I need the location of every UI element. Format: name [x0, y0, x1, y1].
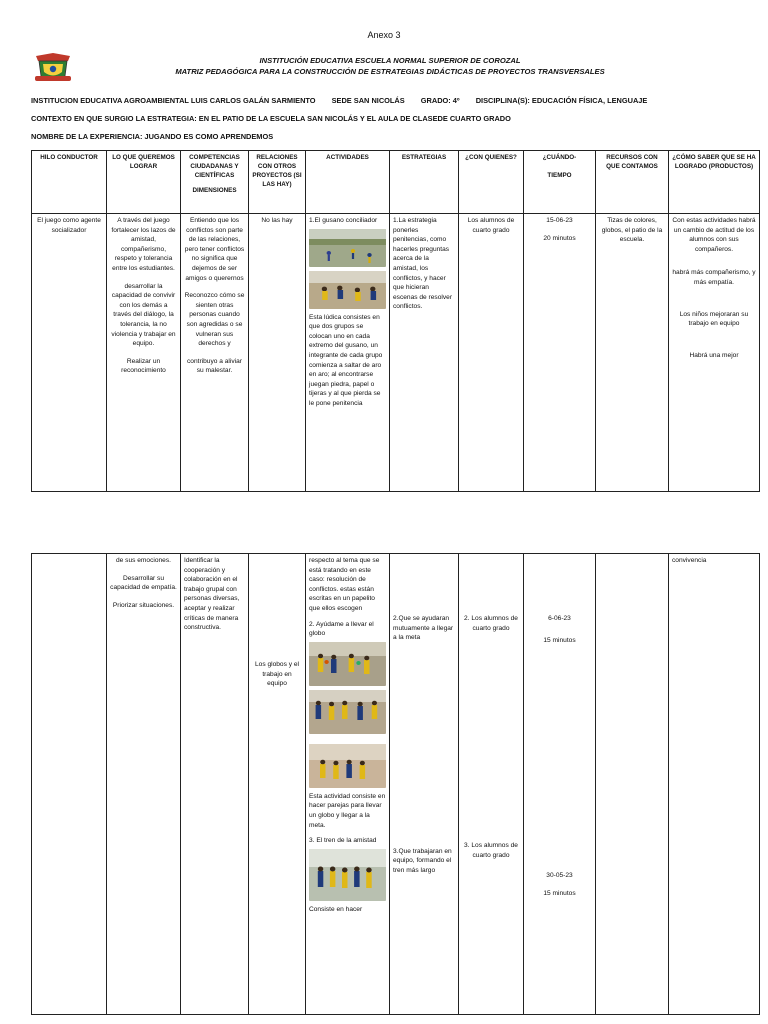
col-header-con-quienes: ¿CON QUIENES?	[459, 151, 524, 214]
cuando-cell	[524, 214, 596, 492]
col-header-logros: LO QUE QUEREMOS LOGRAR	[107, 151, 181, 214]
actividades-cell	[306, 554, 390, 1015]
competencias-cell	[181, 214, 249, 492]
producto-text: Los niños mejoraran su trabajo en equipo	[679, 310, 749, 328]
logro-text: Priorizar situaciones.	[112, 601, 175, 609]
producto-text: Habrá una mejor	[689, 351, 739, 359]
cuando-header-text: ¿CUÁNDO-	[542, 154, 577, 161]
activity-photo-balloon-pairs	[309, 642, 386, 686]
col-header-competencias	[181, 151, 249, 214]
experience-name-line: NOMBRE DE LA EXPERIENCIA: JUGANDO ES COMO APRENDEMOS	[31, 132, 274, 141]
cuando-cell	[524, 554, 596, 1015]
activity-title: 2. Ayúdame a llevar el globo	[309, 620, 374, 638]
activity-date: 30-05-23	[546, 872, 573, 880]
activity-description-continued: respecto al tema que se está tratando en este caso: resolución de conflictos. estas están escritas en un papelito que ellos escogen	[309, 557, 380, 612]
hilo-cell-empty	[32, 554, 107, 1015]
grade-label: GRADO: 4º	[420, 96, 460, 105]
activity-photo-courtyard	[309, 229, 386, 267]
annex-label: Anexo 3	[367, 30, 401, 40]
col-header-cuando	[524, 151, 596, 214]
recursos-cell-empty	[596, 554, 669, 1015]
pedagogical-matrix-table	[31, 150, 760, 492]
activity-photo-students-playing	[309, 271, 386, 309]
pedagogical-matrix-table-continued	[31, 553, 760, 1015]
activity-duration: 15 minutos	[543, 889, 576, 897]
estrategias-cell	[390, 554, 459, 1015]
participants-text: 3. Los alumnos de cuarto grado	[464, 842, 518, 859]
logros-cell	[107, 554, 181, 1015]
strategy-text: 3.Que trabajaran en equipo, formando el tren más largo	[393, 847, 452, 874]
col-header-estrategias: ESTRATEGIAS	[390, 151, 459, 214]
institution-info-line	[31, 96, 661, 105]
competencias-header-text: COMPETENCIAS CIUDADANAS Y CIENTÍFICAS	[189, 154, 240, 179]
sede-name: SEDE SAN NICOLÁS	[331, 96, 405, 105]
activity-title: 3. El tren de la amistad	[309, 837, 377, 845]
table-row	[32, 554, 760, 1015]
school-crest-logo	[34, 52, 72, 86]
activity-duration: 20 minutos	[543, 234, 576, 242]
activity-photo-friendship-train	[309, 849, 386, 901]
tiempo-header-text: TIEMPO	[547, 172, 572, 179]
activity-date: 6-06-23	[548, 615, 571, 622]
relaciones-cell: Los globos y el trabajo en equipo	[249, 554, 306, 1015]
col-header-hilo: HILO CONDUCTOR	[32, 151, 107, 214]
producto-text: Con estas actividades habrá un cambio de actitud de los alumnos con sus compañeros.	[672, 217, 756, 253]
institution-name: INSTITUCION EDUCATIVA AGROAMBIENTAL LUIS CARLOS GALÁN SARMIENTO	[31, 96, 316, 105]
activity-title: 1.El gusano conciliador	[309, 217, 378, 224]
col-header-actividades: ACTIVIDADES	[306, 151, 390, 214]
productos-cell: convivencia	[669, 554, 760, 1015]
logros-cell	[107, 214, 181, 492]
col-header-recursos: RECURSOS CON QUE CONTAMOS	[596, 151, 669, 214]
document-header	[120, 55, 660, 77]
col-header-productos: ¿CÓMO SABER QUE SE HA LOGRADO (PRODUCTOS)	[669, 151, 760, 214]
con-quienes-cell: Los alumnos de cuarto grado	[459, 214, 524, 492]
matrix-title: MATRIZ PEDAGÓGICA PARA LA CONSTRUCCIÓN DE ESTRATEGIAS DIDÁCTICAS DE PROYECTOS TRANSVERSALES	[175, 67, 605, 76]
logro-text: desarrollar la capacidad de convivir con los demás a través del diálogo, la tolerancia, la no violencia y trabajar en equipo.	[111, 282, 176, 348]
logro-text: Realizar un reconocimiento	[121, 357, 166, 375]
logro-text: A través del juego fortalecer los lazos de amistad, compañerismo, respeto y tolerancia entre los estudiantes.	[111, 217, 176, 272]
hilo-cell: El juego como agente socializador	[32, 214, 107, 492]
actividades-cell	[306, 214, 390, 492]
logro-text: Desarrollar su capacidad de empatía.	[110, 574, 177, 592]
activity-description: Esta lúdica consistes en que dos grupos se colocan uno en cada extremo del gusano, un integrante de cada grupo comienza a saltar de aro en aro; al encontrarse juegan piedra, papel o tijeras y al que pierda se le pone penitencia	[309, 313, 383, 407]
activity-photo-classroom-group	[309, 744, 386, 788]
producto-text: habrá más compañerismo, y más empatía.	[672, 269, 756, 286]
productos-cell	[669, 214, 760, 492]
dimensiones-header-text: DIMENSIONES	[192, 187, 237, 194]
participants-text: 2. Los alumnos de cuarto grado	[464, 615, 518, 632]
context-line: CONTEXTO EN QUE SURGIO LA ESTRATEGIA: EN EL PATIO DE LA ESCUELA SAN NICOLÁS Y EL AULA DE CLASEDE CUARTO GRADO	[31, 114, 511, 123]
competencias-cell: Identificar la cooperación y colaboración en el trabajo grupal con personas diversas, aceptar y realizar críticas de manera constructiva.	[181, 554, 249, 1015]
table-header-row	[32, 151, 760, 214]
con-quienes-cell	[459, 554, 524, 1015]
relaciones-cell: No las hay	[249, 214, 306, 492]
logro-text: de sus emociones.	[116, 557, 171, 564]
activity-description: Esta actividad consiste en hacer parejas para llevar un globo y llegar a la meta.	[309, 792, 386, 829]
institution-title: INSTITUCIÓN EDUCATIVA ESCUELA NORMAL SUPERIOR DE COROZAL	[259, 56, 521, 65]
competencia-text: Entiendo que los conflictos son parte de las relaciones, pero tener conflictos no significa que dejemos de ser amigos o querernos	[184, 217, 245, 282]
table-row	[32, 214, 760, 492]
competencia-text: contribuyo a aliviar su malestar.	[187, 357, 242, 375]
discipline-label: DISCIPLINA(S): EDUCACIÓN FÍSICA, LENGUAJE	[475, 96, 648, 105]
recursos-cell: Tizas de colores, globos, el patio de la escuela.	[596, 214, 669, 492]
col-header-relaciones: RELACIONES CON OTROS PROYECTOS (SI LAS HAY)	[249, 151, 306, 214]
competencia-text: Reconozco cómo se sienten otras personas cuando son agredidas o se vulneran sus derechos y	[184, 292, 245, 348]
activity-date: 15-06-23	[546, 217, 573, 224]
activity-duration: 15 minutos	[543, 636, 576, 644]
strategy-text: 2.Que se ayudaran mutuamente a llegar a la meta	[393, 615, 454, 642]
activity-photo-balloon-race	[309, 690, 386, 734]
estrategias-cell: 1.La estrategia ponerles penitencias, como hacerles preguntas acerca de la amistad, los conflictos, y hacer que hicieran escenas de resolver conflictos.	[390, 214, 459, 492]
activity-description: Consiste en hacer	[309, 905, 363, 913]
